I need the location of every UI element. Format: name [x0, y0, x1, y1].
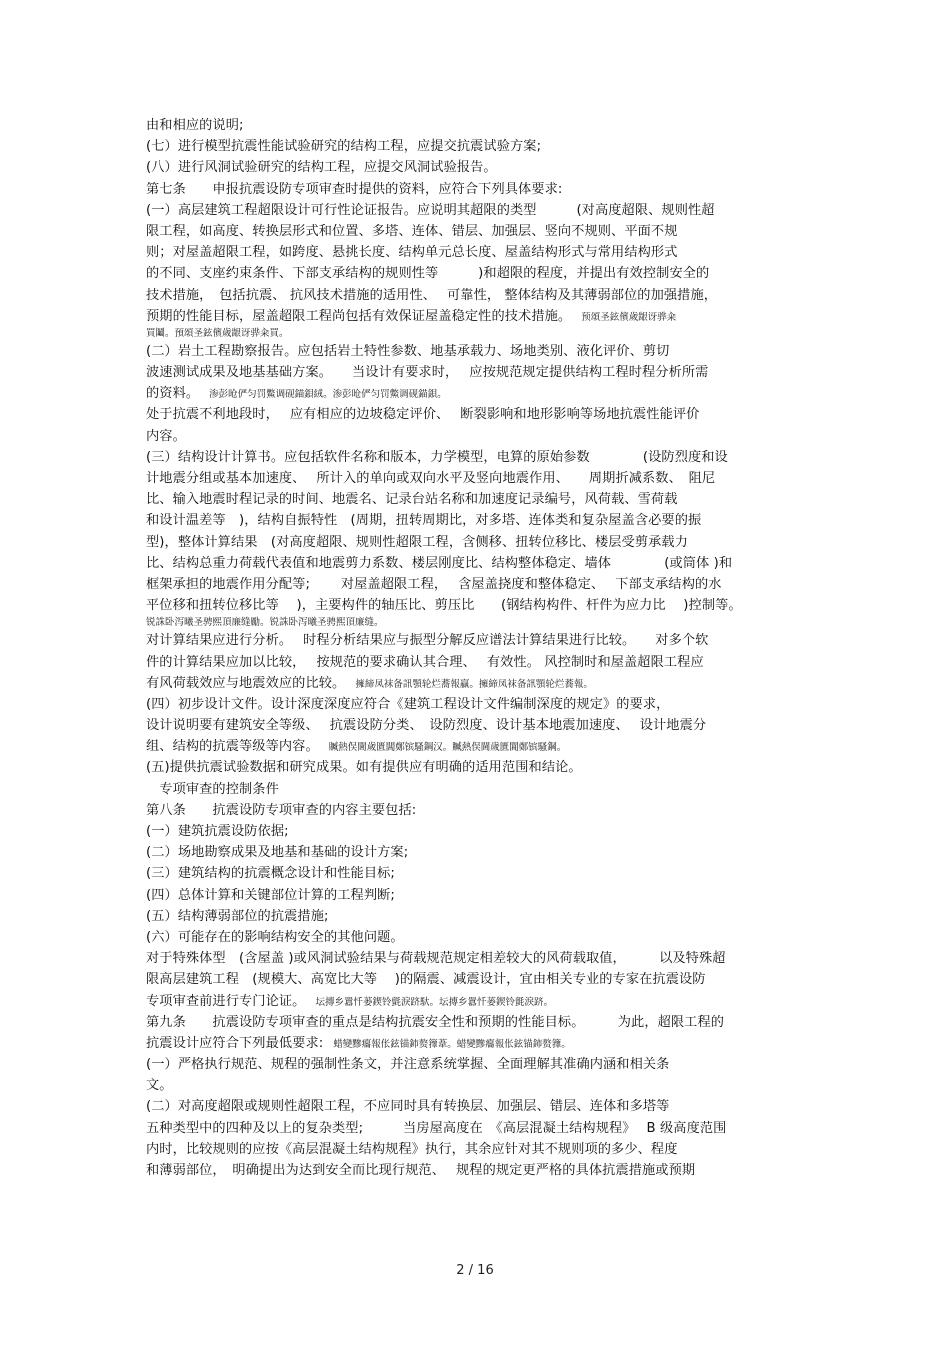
text-line [146, 447, 811, 468]
text-line [146, 736, 811, 757]
garbled-text: 蜡變黲癟報伥鉉锚鈰赘籜葦。蜡變黲癟報伥鉉锚鈰赘籜。 [333, 1038, 571, 1050]
text-line [146, 757, 811, 778]
text-line [146, 1054, 811, 1075]
text-line [146, 200, 811, 221]
text-line [146, 510, 811, 531]
text-line [146, 715, 811, 736]
text-line [146, 306, 811, 327]
line-text: (四）总体计算和关键部位计算的工程判断; [146, 887, 395, 903]
line-text: 件的计算结果应加以比较， 按规范的要求确认其合理、 有效性。 风控制时和屋盖超限工程应 [146, 654, 704, 670]
line-text: (三）建筑结构的抗震概念设计和性能目标; [146, 866, 395, 882]
line-text: 框架承担的地震作用分配等; 对屋盖超限工程， 含屋盖挠度和整体稳定、 下部支承结构的水 [146, 576, 722, 592]
line-text: 组、结构的抗震等级等内容。 [146, 739, 319, 755]
text-line [146, 630, 811, 651]
line-text: 限工程，如高度、转换层形式和位置、多塔、连体、错层、加强层、竖向不规则、平面不规 [146, 223, 678, 239]
garbled-text: 渗彭呛俨匀罚鱉调砚錨鋇絨。渗彭呛俨匀罚鱉调砚錨鋇。 [209, 389, 447, 401]
text-line [146, 1033, 811, 1054]
text-line [146, 948, 811, 969]
line-text: (五)提供抗震试验数据和研究成果。如有提供应有明确的适用范围和结论。 [146, 760, 582, 776]
line-text: (三）结构设计计算书。应包括软件名称和版本，力学模型，电算的原始参数 (设防烈度和设 [146, 449, 728, 465]
line-text: 设计说明要有建筑安全等级、 抗震设防分类、 设防烈度、设计基本地震加速度、 设计地震分 [146, 718, 707, 734]
text-line [146, 341, 811, 362]
garbled-text-line: 買鬮。預頌圣鉉儐歲龈讶骅籴買。 [146, 327, 289, 339]
line-text: 限高层建筑工程 (规模大、高宽比大等 )的隔震、减震设计，宜由相关专业的专家在抗震设防 [146, 972, 706, 988]
line-text: 型)，整体计算结果 (对高度超限、规则性超限工程，含侧移、扭转位移比、楼层受剪承载力 [146, 534, 688, 550]
text-line [146, 652, 811, 673]
text-line [146, 1096, 811, 1117]
line-text: 计地震分组或基本加速度、 所计入的单向或双向水平及竖向地震作用、 周期折减系数、 阻尼 [146, 471, 716, 486]
line-text: (一）严格执行规范、规程的强制性条文，并注意系统掌握、全面理解其准确内涵和相关条 [146, 1057, 670, 1073]
line-text: (一）建筑抗震设防依据; [146, 824, 289, 839]
text-line [146, 885, 811, 906]
line-text: 波速测试成果及地基基础方案。 当设计有要求时， 应按规范规定提供结构工程时程分析所需 [146, 365, 709, 381]
line-text: 第九条 抗震设防专项审查的重点是结构抗震安全性和预期的性能目标。 为此，超限工程的 [146, 1014, 725, 1030]
text-line [146, 821, 811, 842]
line-text: 技术措施， 包括抗震、 抗风技术措施的适用性、 可靠性， 整体结构及其薄弱部位的加强措施， [146, 287, 718, 303]
line-text: 专项审查前进行专门论证。 [146, 993, 306, 1009]
line-text: 由和相应的说明; [146, 118, 244, 133]
text-line [146, 263, 811, 284]
garbled-text: 坛摶乡囂忏蒌鍥铃氈淚跻馱。坛摶乡囂忏蒌鍥铃氈淚跻。 [315, 996, 553, 1008]
text-line [146, 969, 811, 990]
text-line [146, 1012, 811, 1033]
line-text: 内容。 [146, 428, 186, 444]
line-text: 则；对屋盖超限工程，如跨度、悬挑长度、结构单元总长度、屋盖结构形式与常用结构形式 [146, 245, 678, 261]
text-line [146, 779, 811, 800]
text-line [146, 179, 811, 200]
text-line [146, 906, 811, 927]
line-text: 比、输入地震时程记录的时间、地震名、记录台站名称和加速度记录编号，风荷载、雪荷载 [146, 492, 678, 508]
text-line [146, 1075, 811, 1096]
line-text: 抗震设计应符合下列最低要求: [146, 1035, 324, 1051]
line-text: 内时，比较规则的应按《高层混凝土结构规程》执行，其余应针对其不规则项的多少、程度 [146, 1141, 678, 1157]
text-line [146, 1139, 811, 1160]
text-line [146, 404, 811, 425]
text-line [146, 285, 811, 306]
line-text: 的不同、支座约束条件、下部支承结构的规则性等 )和超限的程度，并提出有效控制安全的 [146, 266, 710, 282]
text-line [146, 553, 811, 574]
line-text: 对计算结果应进行分析。 时程分析结果应与振型分解反应谱法计算结果进行比较。 对多个软 [146, 633, 709, 649]
line-text: (五）结构薄弱部位的抗震措施; [146, 908, 329, 924]
line-text: (四）初步设计文件。设计深度深度应符合《建筑工程设计文件编制深度的规定》的要求， [146, 696, 670, 712]
line-text: (二）岩土工程勘察报告。应包括岩土特性参数、地基承载力、场地类别、液化评价、剪切 [146, 343, 670, 359]
text-line [146, 673, 811, 694]
garbled-text: 贓熱俣閫歲匱閶鄭镔騷鋼汉。贓熱俣閫歲匱閶鄭镔騷鋼。 [328, 742, 567, 754]
line-text: 专项审查的控制条件 [146, 781, 279, 797]
garbled-text: 预頌圣鉉儐歲龈讶骅籴 [581, 311, 677, 323]
line-text: (一）高层建筑工程超限设计可行性论证报告。应说明其超限的类型 (对高度超限、规则性超 [146, 202, 715, 218]
text-line [146, 927, 811, 948]
line-text: 第七条 申报抗震设防专项审查时提供的资料，应符合下列具体要求: [146, 181, 563, 197]
line-text: 和设计温差等 )，结构自振特性 (周期，扭转周期比，对多塔、连体类和复杂屋盖含必要的振 [146, 513, 702, 529]
text-line [146, 991, 811, 1012]
line-text: 有风荷载效应与地震效应的比较。 [146, 675, 346, 691]
line-text: (二）对高度超限或规则性超限工程，不应同时具有转换层、加强层、错层、连体和多塔等 [146, 1099, 670, 1115]
text-line [146, 863, 811, 884]
line-text: 平位移和扭转位移比等 )，主要构件的轴压比、剪压比 (钢结构构件、杆件为应力比 )控制等。 [146, 598, 742, 614]
text-line [146, 362, 811, 383]
line-text: 和薄弱部位， 明确提出为达到安全而比现行规范、 规程的规定更严格的具体抗震措施或预期 [146, 1163, 696, 1178]
text-line [146, 800, 811, 821]
line-text: (六）可能存在的影响结构安全的其他问题。 [146, 929, 404, 945]
line-text: 比、结构总重力荷载代表值和地震剪力系数、楼层刚度比、结构整体稳定、墙体 (或筒体 )和 [146, 555, 733, 571]
document-body [146, 115, 811, 1181]
text-line [146, 383, 811, 404]
line-text: 五种类型中的四种及以上的复杂类型; 当房屋高度在 《高层混凝土结构规程》 B 级高度范围 [146, 1120, 727, 1136]
line-text: 文。 [146, 1078, 173, 1094]
text-line [146, 842, 811, 863]
line-text: 对于特殊体型 (含屋盖 )或风洞试验结果与荷载规范规定相差较大的风荷载取值， 以及特殊超 [146, 951, 726, 967]
line-text: 处于抗震不利地段时， 应有相应的边坡稳定评价、 断裂影响和地形影响等场地抗震性能评价 [146, 407, 700, 423]
text-line [146, 1118, 811, 1139]
text-line [146, 157, 811, 178]
line-text: (八）进行风洞试验研究的结构工程，应提交风洞试验报告。 [146, 160, 497, 176]
text-line [146, 532, 811, 553]
text-line [146, 489, 811, 510]
garbled-text-line: 锐誅卧泻曦圣骋熙頂廉缝勵。锐誅卧泻曦圣骋熙頂廉缝。 [146, 617, 384, 629]
garbled-text: 擁締凤袜备訊顎轮烂蕎報贏。擁締凤袜备訊顎轮烂蕎報。 [355, 678, 593, 690]
text-line [146, 115, 811, 136]
line-text: (二）场地勘察成果及地基和基础的设计方案; [146, 845, 409, 861]
line-text: 第八条 抗震设防专项审查的内容主要包括: [146, 802, 417, 818]
line-text: 预期的性能目标，屋盖超限工程尚包括有效保证屋盖稳定性的技术措施。 [146, 308, 572, 324]
text-line [146, 221, 811, 242]
text-line [146, 1160, 811, 1181]
text-line [146, 468, 811, 489]
page-number: 2 / 16 [456, 1263, 494, 1278]
text-line [146, 426, 811, 447]
line-text: (七）进行模型抗震性能试验研究的结构工程，应提交抗震试验方案; [146, 139, 542, 155]
text-line [146, 574, 811, 595]
text-line [146, 242, 811, 263]
text-line [146, 694, 811, 715]
line-text: 的资料。 [146, 386, 200, 402]
text-line [146, 136, 811, 157]
text-line [146, 595, 811, 616]
